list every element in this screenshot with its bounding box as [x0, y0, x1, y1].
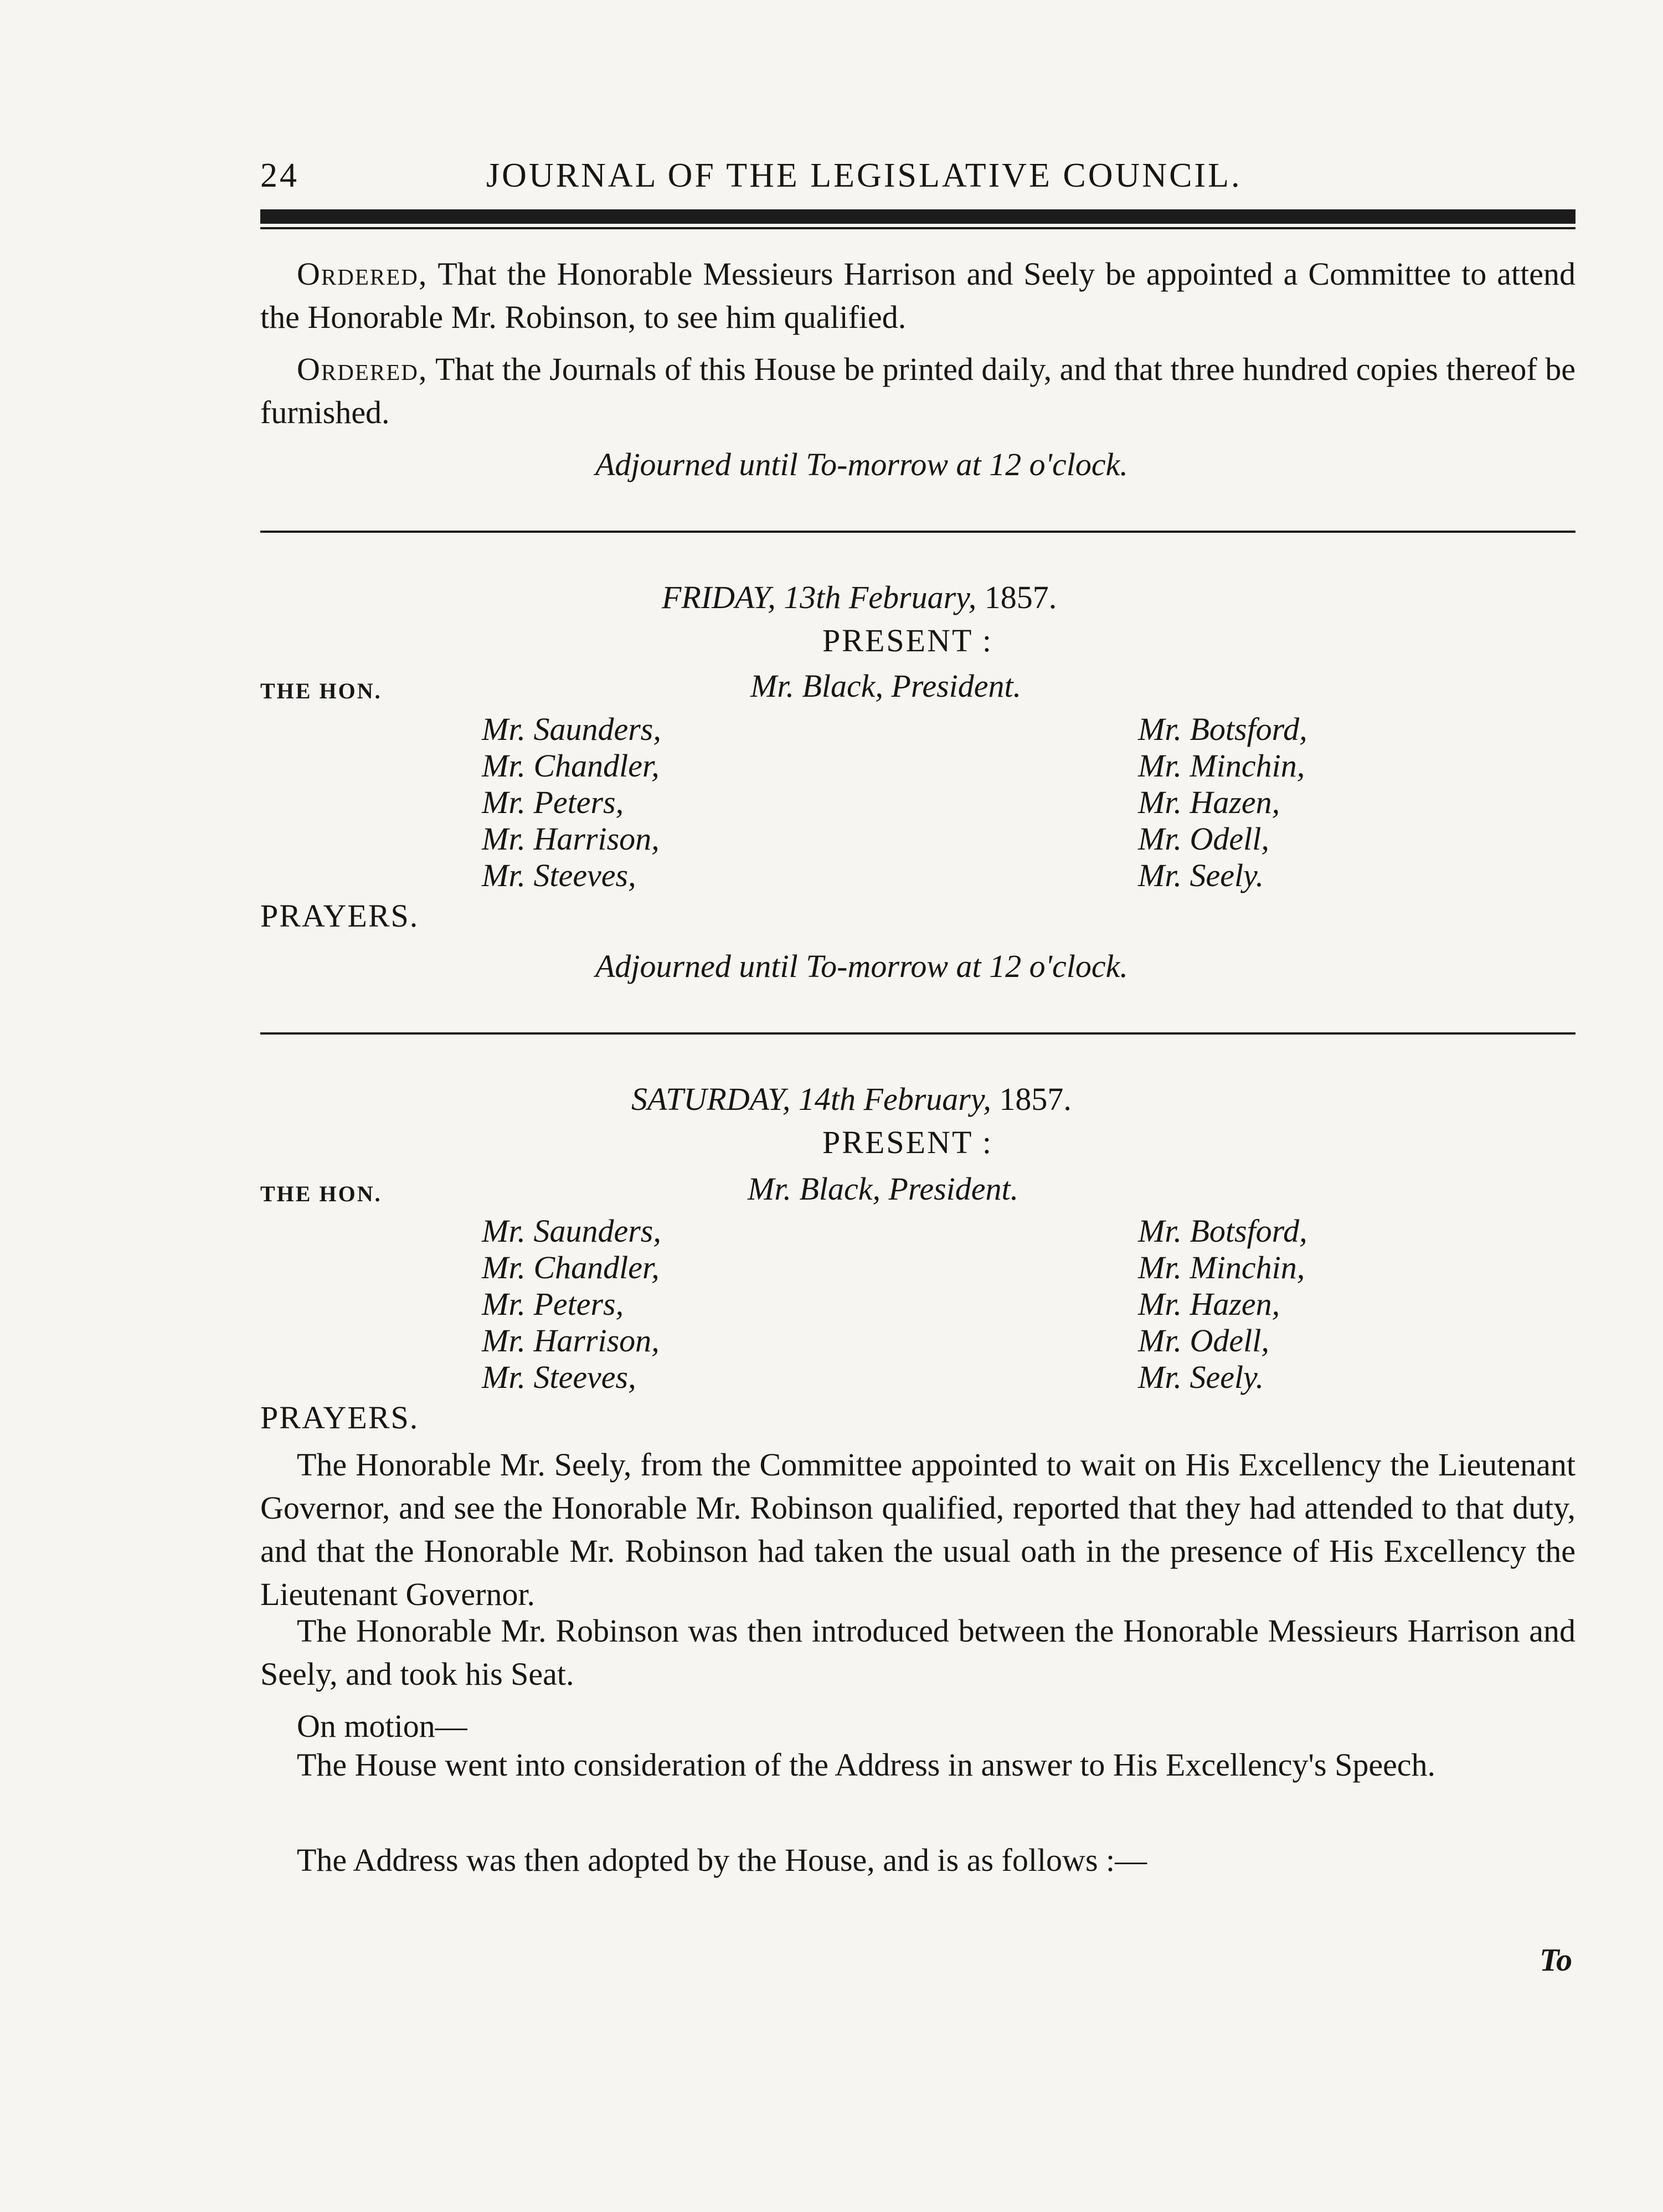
ordered-paragraph-2 — [260, 348, 1576, 434]
friday-right-members — [1138, 711, 1307, 894]
on-motion: On motion— — [297, 1708, 467, 1744]
friday-date — [662, 576, 1057, 619]
adjournment-notice: Adjourned until To-morrow at 12 o'clock. — [595, 446, 1128, 482]
date-year: 1857. — [999, 1081, 1072, 1117]
saturday-right-members — [1138, 1213, 1307, 1396]
member-name: Mr. Seely. — [1138, 1359, 1264, 1395]
president: Mr. Black, President. — [748, 1171, 1019, 1207]
date-day: SATURDAY, — [631, 1081, 791, 1117]
member-name: Mr. Botsford, — [1138, 711, 1307, 747]
member-name: Mr. Minchin, — [1138, 1249, 1305, 1285]
section-divider — [260, 531, 1576, 533]
address-consideration-paragraph: The House went into consideration of the Address in answer to His Excellency's Speech. — [297, 1747, 1436, 1783]
member-name: Mr. Saunders, — [482, 711, 661, 747]
prayers-label: PRAYERS. — [260, 1400, 419, 1436]
member-name: Mr. Steeves, — [482, 1359, 636, 1395]
ordered-text: That the Honorable Messieurs Harrison and Seely be appointed a Committee to attend the Honorable Mr. Robinson, to see him qualified. — [260, 256, 1576, 335]
member-name: Mr. Steeves, — [482, 857, 636, 893]
ordered-paragraph-1 — [260, 253, 1576, 339]
present-heading: PRESENT : — [822, 623, 993, 659]
address-adopted-paragraph: The Address was then adopted by the House, and is as follows :— — [297, 1842, 1147, 1878]
date-rest: 14th February, — [798, 1081, 991, 1117]
member-name: Mr. Hazen, — [1138, 1286, 1280, 1322]
member-name: Mr. Chandler, — [482, 748, 660, 784]
running-title: JOURNAL OF THE LEGISLATIVE COUNCIL. — [486, 157, 1242, 194]
adjournment-notice: Adjourned until To-morrow at 12 o'clock. — [595, 948, 1128, 984]
member-name: Mr. Peters, — [482, 784, 624, 820]
member-name: Mr. Harrison, — [482, 1323, 660, 1359]
header-rule-thick — [260, 209, 1576, 224]
president: Mr. Black, President. — [750, 668, 1022, 704]
member-name: Mr. Saunders, — [482, 1213, 661, 1249]
header-rule-thin — [260, 227, 1576, 229]
member-name: Mr. Chandler, — [482, 1249, 660, 1285]
prayers-label: PRAYERS. — [260, 898, 419, 934]
member-name: Mr. Harrison, — [482, 821, 660, 857]
member-name: Mr. Seely. — [1138, 857, 1264, 893]
introduction-paragraph: The Honorable Mr. Robinson was then introduced between the Honorable Messieurs Harrison and Seely, and took his Seat. — [260, 1613, 1576, 1692]
member-name: Mr. Hazen, — [1138, 784, 1280, 820]
ordered-text: That the Journals of this House be printed daily, and that three hundred copies thereof be furnished. — [260, 351, 1576, 430]
date-rest: 13th February, — [784, 579, 977, 615]
member-name: Mr. Peters, — [482, 1286, 624, 1322]
committee-report-paragraph: The Honorable Mr. Seely, from the Committee appointed to wait on His Excellency the Lieutenant Governor, and see the Honorable Mr. Robinson qualified, reported that they had attended to that duty, and that the Honorable Mr. Robinson had taken the usual oath in the presence of His Excellency the Lieutenant Governor. — [260, 1447, 1576, 1612]
date-day: FRIDAY, — [662, 579, 776, 615]
page-number: 24 — [260, 157, 299, 194]
catchword: To — [1540, 1942, 1573, 1978]
ordered-lead: Ordered, — [297, 256, 428, 292]
member-name: Mr. Botsford, — [1138, 1213, 1307, 1249]
saturday-left-members — [482, 1213, 661, 1396]
member-name: Mr. Odell, — [1138, 1323, 1269, 1359]
present-heading: PRESENT : — [822, 1124, 993, 1160]
member-name: Mr. Minchin, — [1138, 748, 1305, 784]
section-divider — [260, 1032, 1576, 1035]
date-year: 1857. — [984, 579, 1057, 615]
friday-left-members — [482, 711, 661, 894]
the-hon-label: THE HON. — [260, 678, 382, 703]
member-name: Mr. Odell, — [1138, 821, 1269, 857]
saturday-date — [631, 1078, 1072, 1121]
the-hon-label: THE HON. — [260, 1181, 382, 1206]
ordered-lead: Ordered, — [297, 351, 428, 387]
